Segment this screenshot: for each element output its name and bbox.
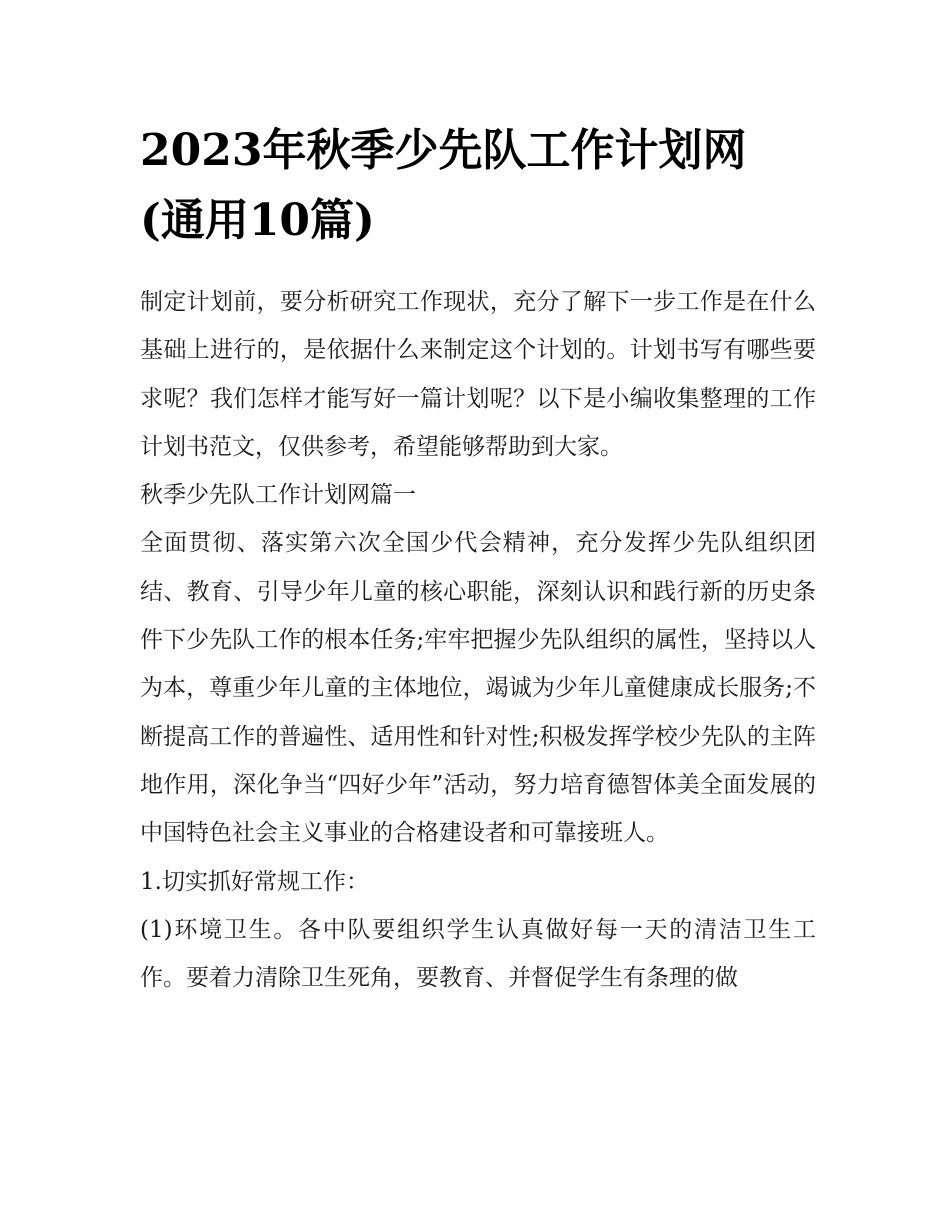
- list-heading: 1.切实抓好常规工作：: [140, 868, 369, 895]
- title-line-1: 2023年秋季少先队工作计划网: [140, 125, 747, 176]
- section-heading: 秋季少先队工作计划网篇一: [140, 482, 416, 509]
- document-body: [140, 278, 816, 1002]
- title-line-2: (通用10篇): [140, 195, 375, 246]
- document-title: [140, 116, 830, 256]
- body-paragraph: 全面贯彻、落实第六次全国少代会精神，充分发挥少先队组织团结、教育、引导少年儿童的核心职能，深刻认识和践行新的历史条件下少先队工作的根本任务;牢牢把握少先队组织的属性，坚持以人为本，尊重少年儿童的主体地位，竭诚为少年儿童健康成长服务;不断提高工作的普遍性、适用性和针对性;积极发挥学校少先队的主阵地作用，深化争当“四好少年”活动，努力培育德智体美全面发展的中国特色社会主义事业的合格建设者和可靠接班人。: [140, 530, 816, 847]
- intro-paragraph: 制定计划前，要分析研究工作现状，充分了解下一步工作是在什么基础上进行的，是依据什么来制定这个计划的。计划书写有哪些要求呢？我们怎样才能写好一篇计划呢？以下是小编收集整理的工作计划书范文，仅供参考，希望能够帮助到大家。: [140, 289, 816, 460]
- list-item-paragraph: (1)环境卫生。各中队要组织学生认真做好每一天的清洁卫生工作。要着力清除卫生死角，要教育、并督促学生有条理的做: [140, 916, 816, 992]
